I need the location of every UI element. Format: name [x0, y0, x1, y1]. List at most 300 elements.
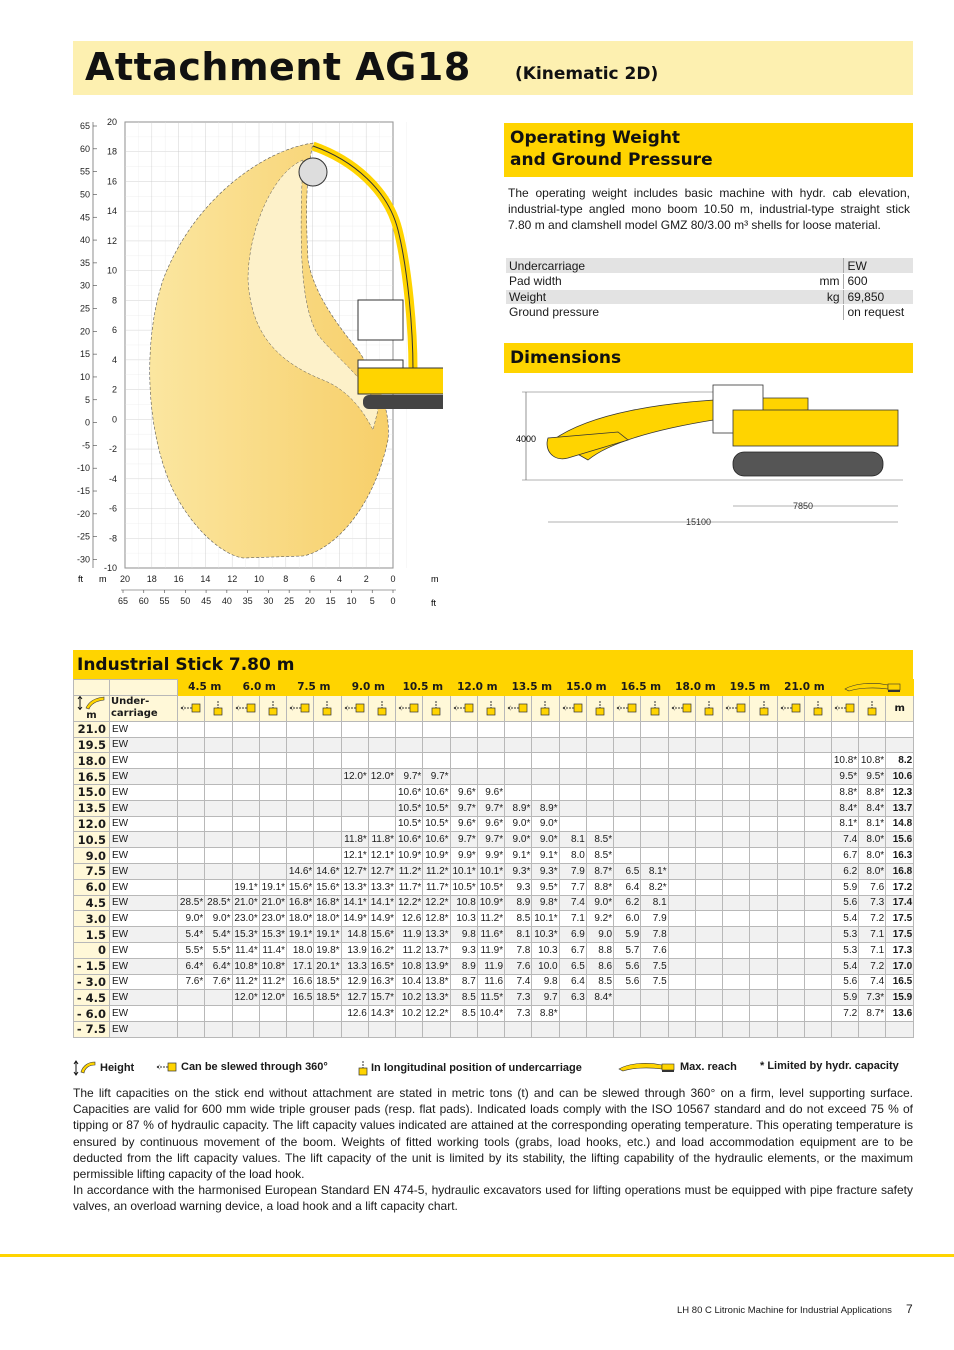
capacity-cell [777, 1006, 804, 1022]
capacity-cell [804, 942, 831, 958]
capacity-cell: 12.6 [341, 1006, 368, 1022]
capacity-cell: 12.7* [368, 863, 395, 879]
height-cell: 7.5 [74, 863, 110, 879]
capacity-cell [668, 784, 695, 800]
capacity-cell [804, 1006, 831, 1022]
capacity-cell [396, 1021, 423, 1037]
capacity-cell: 23.0* [232, 911, 259, 927]
capacity-cell [559, 1021, 586, 1037]
m-x-tick: 8 [283, 574, 289, 584]
capacity-cell [259, 784, 286, 800]
capacity-cell [586, 721, 613, 737]
undercarriage-cell: EW [110, 958, 178, 974]
capacity-cell [368, 800, 395, 816]
capacity-cell [232, 863, 259, 879]
capacity-cell [750, 832, 777, 848]
capacity-cell [668, 942, 695, 958]
capacity-cell [614, 800, 641, 816]
capacity-cell [205, 753, 232, 769]
capacity-cell [368, 816, 395, 832]
capacity-cell [641, 721, 668, 737]
capacity-cell [259, 737, 286, 753]
capacity-cell: 9.3* [505, 863, 532, 879]
capacity-cell: 6.5 [614, 863, 641, 879]
capacity-cell: 12.1* [341, 848, 368, 864]
capacity-cell [750, 942, 777, 958]
longitudinal-icon [322, 700, 332, 716]
capacity-cell [614, 1021, 641, 1037]
capacity-cell [314, 784, 341, 800]
max-reach-distance: 15.9 [886, 990, 914, 1006]
capacity-cell [668, 800, 695, 816]
capacity-cell [641, 800, 668, 816]
m-x-tick: 2 [363, 574, 369, 584]
capacity-cell [341, 784, 368, 800]
max-reach-icon [843, 681, 903, 693]
capacity-cell [205, 737, 232, 753]
capacity-cell [341, 753, 368, 769]
table-row [74, 958, 914, 974]
capacity-cell: 9.7 [532, 990, 559, 1006]
undercarriage-cell: EW [110, 784, 178, 800]
capacity-cell [668, 990, 695, 1006]
max-reach-distance: 17.2 [886, 879, 914, 895]
capacity-cell [695, 974, 722, 990]
table-row: Pad width mm 600 [506, 274, 913, 290]
undercarriage-cell: EW [110, 753, 178, 769]
capacity-cell [804, 927, 831, 943]
m-y-tick: 8 [111, 295, 117, 306]
capacity-cell: 6.4* [205, 958, 232, 974]
capacity-cell [695, 895, 722, 911]
capacity-cell [314, 816, 341, 832]
max-reach-cell: 5.6 [832, 974, 859, 990]
max-reach-cell: 6.2 [832, 863, 859, 879]
capacity-cell: 19.1* [287, 927, 314, 943]
capacity-cell [614, 816, 641, 832]
ft-y-axis [77, 121, 97, 568]
capacity-cell [668, 816, 695, 832]
capacity-cell: 7.9 [641, 911, 668, 927]
max-reach-cell: 8.0* [859, 832, 886, 848]
capacity-cell: 10.3 [532, 942, 559, 958]
capacity-cell [259, 769, 286, 785]
capacity-cell [505, 753, 532, 769]
capacity-cell: 12.9 [341, 974, 368, 990]
capacity-cell [723, 1006, 750, 1022]
longitudinal-icon [813, 700, 823, 716]
capacity-cell [259, 863, 286, 879]
capacity-cell: 15.6* [287, 879, 314, 895]
ft-y-tick: 45 [79, 212, 90, 223]
m-x-tick: 16 [173, 574, 184, 584]
undercarriage-header: Under- carriage [110, 695, 178, 721]
legend-max-reach: Max. reach [617, 1060, 737, 1074]
capacity-cell [287, 848, 314, 864]
capacity-cell [178, 721, 205, 737]
m-y-tick: 18 [106, 146, 117, 157]
ft-y-tick: 25 [79, 303, 90, 314]
capacity-cell [695, 753, 722, 769]
radius-header: 21.0 m [777, 680, 832, 696]
table-row [74, 832, 914, 848]
capacity-cell [723, 990, 750, 1006]
capacity-cell [232, 848, 259, 864]
radius-header: 15.0 m [559, 680, 614, 696]
capacity-cell [205, 721, 232, 737]
capacity-cell: 9.9* [450, 848, 477, 864]
capacity-cell [259, 832, 286, 848]
capacity-cell: 9.8 [450, 927, 477, 943]
capacity-cell: 5.4* [205, 927, 232, 943]
capacity-cell [750, 848, 777, 864]
capacity-cell: 9.0* [505, 816, 532, 832]
height-cell: - 1.5 [74, 958, 110, 974]
m-y-tick: 10 [106, 265, 117, 276]
capacity-cell [695, 990, 722, 1006]
m-y-tick: -8 [108, 533, 117, 544]
height-cell: 4.5 [74, 895, 110, 911]
height-cell: - 7.5 [74, 1021, 110, 1037]
capacity-cell: 11.4* [259, 942, 286, 958]
capacity-cell [586, 784, 613, 800]
m-x-tick: 12 [227, 574, 238, 584]
capacity-cell [178, 1021, 205, 1037]
longitudinal-icon [213, 700, 223, 716]
capacity-cell: 15.6* [368, 927, 395, 943]
table-row [74, 942, 914, 958]
longitudinal-icon [377, 700, 387, 716]
capacity-cell: 8.5 [505, 911, 532, 927]
capacity-cell: 6.2 [614, 895, 641, 911]
capacity-cell [804, 1021, 831, 1037]
capacity-cell [614, 737, 641, 753]
capacity-cell [505, 721, 532, 737]
capacity-cell [232, 737, 259, 753]
max-reach-cell: 7.4 [832, 832, 859, 848]
capacity-cell [641, 737, 668, 753]
operating-heading-line2: and Ground Pressure [510, 150, 713, 170]
ft-x-tick: 35 [242, 596, 253, 606]
capacity-cell [287, 832, 314, 848]
capacity-cell [532, 769, 559, 785]
capacity-cell [178, 784, 205, 800]
capacity-cell [723, 942, 750, 958]
capacity-cell: 9.0* [505, 832, 532, 848]
capacity-cell: 16.5* [368, 958, 395, 974]
capacity-cell [287, 1021, 314, 1037]
max-reach-distance: 8.2 [886, 753, 914, 769]
capacity-cell: 8.5 [586, 974, 613, 990]
capacity-cell [423, 737, 450, 753]
capacity-cell: 21.0* [232, 895, 259, 911]
capacity-cell: 13.3* [341, 879, 368, 895]
undercarriage-cell: EW [110, 1006, 178, 1022]
capacity-cell [777, 1021, 804, 1037]
capacity-cell [695, 848, 722, 864]
capacity-cell: 6.4* [178, 958, 205, 974]
lift-capacity-table [73, 679, 913, 1038]
capacity-cell: 19.1* [314, 927, 341, 943]
lift-heading: Industrial Stick 7.80 m [73, 650, 913, 680]
ft-y-tick: -30 [76, 554, 90, 565]
capacity-cell: 14.9* [368, 911, 395, 927]
m-x-tick: 4 [336, 574, 342, 584]
capacity-cell: 7.4 [559, 895, 586, 911]
operating-weight-heading [504, 123, 913, 177]
capacity-cell [695, 1006, 722, 1022]
legend-height: Height [73, 1060, 134, 1076]
slew-icon [725, 702, 747, 714]
max-reach-cell: 7.1 [859, 927, 886, 943]
capacity-cell [314, 832, 341, 848]
capacity-cell [668, 1006, 695, 1022]
capacity-cell: 6.7 [559, 942, 586, 958]
capacity-cell: 23.0* [259, 911, 286, 927]
table-row [74, 974, 914, 990]
capacity-cell [777, 832, 804, 848]
capacity-cell [586, 737, 613, 753]
capacity-cell [205, 800, 232, 816]
capacity-cell [804, 784, 831, 800]
max-reach-cell [832, 1021, 859, 1037]
table-row [74, 927, 914, 943]
capacity-cell [559, 753, 586, 769]
footer-text: LH 80 C Litronic Machine for Industrial Applications [677, 1305, 892, 1316]
capacity-cell [695, 784, 722, 800]
capacity-cell: 9.9* [477, 848, 504, 864]
longitudinal-icon [268, 700, 278, 716]
capacity-cell [804, 848, 831, 864]
capacity-cell: 9.6* [477, 784, 504, 800]
slew-icon [562, 702, 584, 714]
x-unit-ft-right: ft [431, 598, 437, 608]
capacity-cell: 11.2* [477, 911, 504, 927]
capacity-cell: 10.5* [423, 800, 450, 816]
capacity-cell [450, 769, 477, 785]
capacity-cell: 13.3* [423, 927, 450, 943]
capacity-cell: 9.0* [178, 911, 205, 927]
capacity-cell [368, 737, 395, 753]
capacity-cell [178, 800, 205, 816]
max-reach-distance [886, 721, 914, 737]
x-unit-m: m [99, 574, 107, 584]
capacity-cell [804, 911, 831, 927]
capacity-cell: 10.4* [477, 1006, 504, 1022]
capacity-cell [641, 848, 668, 864]
capacity-cell [614, 753, 641, 769]
capacity-cell: 8.1* [641, 863, 668, 879]
undercarriage-cell: EW [110, 942, 178, 958]
max-reach-cell: 10.8* [859, 753, 886, 769]
capacity-cell: 12.0* [341, 769, 368, 785]
slew-icon [180, 702, 202, 714]
capacity-cell: 11.8* [341, 832, 368, 848]
height-cell: 21.0 [74, 721, 110, 737]
capacity-cell: 28.5* [205, 895, 232, 911]
radius-header: 13.5 m [505, 680, 560, 696]
capacity-cell [368, 1021, 395, 1037]
capacity-cell [259, 1006, 286, 1022]
capacity-cell [559, 737, 586, 753]
capacity-cell: 13.7* [423, 942, 450, 958]
radius-header: 6.0 m [232, 680, 287, 696]
capacity-cell [178, 848, 205, 864]
capacity-cell [641, 816, 668, 832]
capacity-cell [641, 769, 668, 785]
ft-y-tick: 5 [84, 394, 90, 405]
m-y-tick: 0 [111, 414, 117, 425]
longitudinal-icon [431, 700, 441, 716]
capacity-cell: 9.7* [477, 800, 504, 816]
ft-y-tick: -5 [81, 440, 90, 451]
m-y-tick: 2 [111, 384, 117, 395]
m-y-tick: -4 [108, 473, 117, 484]
ft-x-tick: 50 [180, 596, 191, 606]
working-range-chart [73, 110, 443, 610]
capacity-cell [641, 1021, 668, 1037]
capacity-cell: 11.2 [396, 942, 423, 958]
capacity-cell: 7.3 [505, 990, 532, 1006]
ft-y-tick: 15 [79, 349, 90, 360]
capacity-cell: 18.0* [287, 911, 314, 927]
capacity-cell [777, 800, 804, 816]
radius-header: 19.5 m [723, 680, 778, 696]
capacity-cell: 11.6* [477, 927, 504, 943]
x-unit-m-right: m [431, 574, 439, 584]
m-y-tick: -6 [108, 503, 117, 514]
capacity-cell: 7.4 [505, 974, 532, 990]
capacity-cell: 10.3 [450, 911, 477, 927]
slew-icon [780, 702, 802, 714]
capacity-cell: 8.0 [559, 848, 586, 864]
capacity-cell: 10.8 [450, 895, 477, 911]
height-cell: 16.5 [74, 769, 110, 785]
capacity-cell: 11.7* [396, 879, 423, 895]
capacity-cell [450, 737, 477, 753]
capacity-cell [559, 816, 586, 832]
capacity-cell [723, 848, 750, 864]
capacity-cell: 6.0 [614, 911, 641, 927]
capacity-cell: 5.5* [205, 942, 232, 958]
capacity-cell: 11.8* [368, 832, 395, 848]
table-row [74, 769, 914, 785]
m-x-tick: 10 [253, 574, 265, 584]
height-icon [77, 696, 107, 710]
page-title: Attachment AG18 [85, 45, 471, 89]
height-cell: 13.5 [74, 800, 110, 816]
capacity-cell: 16.5 [287, 990, 314, 1006]
capacity-cell: 12.7* [341, 863, 368, 879]
capacity-cell [314, 848, 341, 864]
capacity-cell [559, 800, 586, 816]
capacity-cell [695, 879, 722, 895]
max-reach-distance: 17.4 [886, 895, 914, 911]
max-reach-cell: 7.4 [859, 974, 886, 990]
capacity-cell [695, 800, 722, 816]
undercarriage-cell: EW [110, 800, 178, 816]
capacity-cell: 28.5* [178, 895, 205, 911]
capacity-cell [723, 879, 750, 895]
capacity-cell: 16.3* [368, 974, 395, 990]
slew-icon [156, 1060, 178, 1074]
radius-header: 7.5 m [287, 680, 342, 696]
max-reach-cell: 5.9 [832, 990, 859, 1006]
capacity-cell [532, 737, 559, 753]
capacity-cell [178, 769, 205, 785]
capacity-cell [777, 958, 804, 974]
capacity-cell: 9.1* [505, 848, 532, 864]
capacity-cell: 8.7 [450, 974, 477, 990]
height-cell: 12.0 [74, 816, 110, 832]
capacity-cell: 5.6 [614, 974, 641, 990]
capacity-cell [777, 721, 804, 737]
capacity-cell [723, 784, 750, 800]
capacity-cell [205, 816, 232, 832]
max-reach-cell: 8.4* [859, 800, 886, 816]
max-reach-cell: 7.3 [859, 895, 886, 911]
capacity-cell [750, 721, 777, 737]
capacity-cell [804, 800, 831, 816]
ft-x-tick: 45 [201, 596, 212, 606]
capacity-cell: 8.8 [586, 942, 613, 958]
capacity-cell [695, 942, 722, 958]
capacity-cell: 12.2* [396, 895, 423, 911]
capacity-cell [614, 1006, 641, 1022]
operating-description: The operating weight includes basic machine with hydr. cab elevation, industrial-type angled mono boom 10.50 m, industrial-type straight stick 7.80 m and clamshell model GMZ 80/3.00 m³ shells for loose material. [508, 186, 910, 232]
capacity-cell [750, 1006, 777, 1022]
capacity-cell: 8.1 [559, 832, 586, 848]
dim-height: 4000 [516, 434, 537, 444]
undercarriage-cell: EW [110, 848, 178, 864]
dim-total-length: 15100 [686, 517, 712, 527]
ft-x-tick: 5 [369, 596, 375, 606]
capacity-cell [586, 816, 613, 832]
height-cell: 9.0 [74, 848, 110, 864]
capacity-cell [723, 958, 750, 974]
capacity-cell: 10.9* [477, 895, 504, 911]
capacity-cell [668, 879, 695, 895]
capacity-cell [723, 911, 750, 927]
capacity-cell [532, 784, 559, 800]
capacity-cell: 19.1* [232, 879, 259, 895]
legend-limited: * Limited by hydr. capacity [760, 1060, 899, 1072]
legend-longitudinal: In longitudinal position of undercarriage [358, 1060, 582, 1076]
slew-icon [834, 702, 856, 714]
capacity-cell: 8.9 [450, 958, 477, 974]
capacity-cell [695, 769, 722, 785]
longitudinal-icon [704, 700, 714, 716]
capacity-cell: 14.3* [368, 1006, 395, 1022]
capacity-cell [750, 958, 777, 974]
capacity-cell: 7.1 [559, 911, 586, 927]
capacity-cell: 10.5* [423, 816, 450, 832]
capacity-cell: 10.9* [396, 848, 423, 864]
capacity-cell [205, 1021, 232, 1037]
capacity-cell [750, 927, 777, 943]
table-row [74, 863, 914, 879]
capacity-cell [559, 784, 586, 800]
ft-y-tick: 20 [79, 326, 90, 337]
capacity-cell: 7.5 [641, 958, 668, 974]
capacity-cell: 16.2* [368, 942, 395, 958]
capacity-cell: 10.3* [532, 927, 559, 943]
slew-icon [289, 702, 311, 714]
capacity-cell [723, 753, 750, 769]
m-y-tick: 14 [106, 206, 117, 217]
capacity-cell [777, 816, 804, 832]
capacity-cell [614, 784, 641, 800]
